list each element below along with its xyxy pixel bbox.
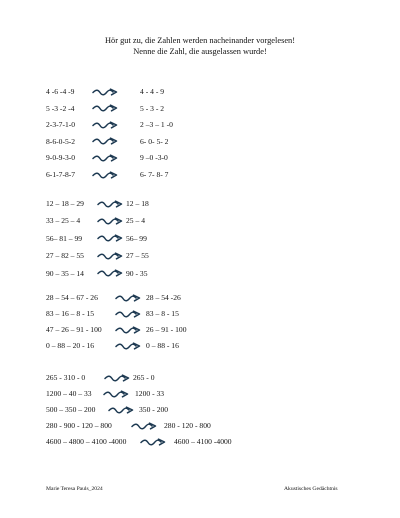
- reduced-sequence: 28 – 54 -26: [146, 293, 181, 302]
- full-sequence: 90 – 35 – 14: [46, 268, 84, 278]
- full-sequence: 56– 81 – 99: [46, 233, 83, 243]
- wavy-arrow-icon: [92, 171, 118, 179]
- reduced-sequence: 56– 99: [126, 233, 147, 243]
- wavy-arrow-icon: [92, 121, 118, 129]
- reduced-sequence: 4600 – 4100 -4000: [174, 437, 232, 446]
- reduced-sequence: 0 – 88 - 16: [146, 341, 179, 350]
- full-sequence: 8-6-0-5-2: [46, 136, 76, 146]
- wavy-arrow-icon: [97, 200, 123, 208]
- full-sequence: 6-1-7-8-7: [46, 170, 76, 179]
- wavy-arrow-icon: [103, 390, 129, 398]
- reduced-sequence: 6- 0- 5- 2: [140, 136, 169, 146]
- reduced-sequence: 26 – 91 - 100: [146, 325, 187, 334]
- wavy-arrow-icon: [97, 217, 123, 225]
- wavy-arrow-icon: [140, 438, 166, 446]
- full-sequence: 28 – 54 – 67 - 26: [46, 293, 98, 302]
- full-sequence: 33 – 25 – 4: [46, 216, 81, 226]
- reduced-sequence: 2 –3 – 1 -0: [140, 120, 173, 130]
- instruction-line-1: Hör gut zu, die Zahlen werden nacheinander vorgelesen!: [104, 36, 296, 45]
- full-sequence: 5 -3 -2 -4: [46, 103, 75, 113]
- full-sequence: 4600 – 4800 – 4100 -4000: [46, 437, 127, 446]
- reduced-sequence: 12 – 18: [126, 199, 149, 208]
- wavy-arrow-icon: [115, 294, 141, 302]
- reduced-sequence: 27 – 55: [126, 251, 149, 261]
- wavy-arrow-icon: [115, 342, 141, 350]
- wavy-arrow-icon: [104, 374, 130, 382]
- reduced-sequence: 6- 7- 8- 7: [140, 170, 169, 179]
- wavy-arrow-icon: [115, 310, 141, 318]
- reduced-sequence: 280 - 120 - 800: [164, 421, 211, 430]
- reduced-sequence: 83 – 8 - 15: [146, 309, 179, 318]
- full-sequence: 500 – 350 – 200: [46, 405, 96, 414]
- reduced-sequence: 350 - 200: [139, 405, 169, 414]
- worksheet-instructions: [0, 36, 400, 57]
- full-sequence: 12 – 18 – 29: [46, 199, 84, 208]
- wavy-arrow-icon: [92, 104, 118, 112]
- wavy-arrow-icon: [97, 252, 123, 260]
- full-sequence: 83 – 16 – 8 - 15: [46, 309, 95, 318]
- full-sequence: 9-0-9-3-0: [46, 153, 76, 163]
- full-sequence: 4 -6 -4 -9: [46, 87, 75, 96]
- wavy-arrow-icon: [115, 326, 141, 334]
- reduced-sequence: 9 –0 -3-0: [140, 153, 168, 163]
- full-sequence: 2-3-7-1-0: [46, 120, 76, 130]
- wavy-arrow-icon: [108, 406, 134, 414]
- full-sequence: 0 – 88 – 20 - 16: [46, 341, 95, 350]
- reduced-sequence: 5 - 3 - 2: [140, 103, 165, 113]
- wavy-arrow-icon: [97, 234, 123, 242]
- instruction-line-2: Nenne die Zahl, die ausgelassen wurde!: [133, 46, 267, 56]
- wavy-arrow-icon: [97, 269, 123, 277]
- full-sequence: 265 - 310 - 0: [46, 373, 86, 382]
- full-sequence: 280 - 900 - 120 – 800: [46, 421, 112, 430]
- full-sequence: 47 – 26 – 91 - 100: [46, 325, 102, 334]
- wavy-arrow-icon: [92, 137, 118, 145]
- footer-topic: Akustisches Gedächtnis: [284, 486, 338, 492]
- reduced-sequence: 1200 - 33: [135, 389, 165, 398]
- reduced-sequence: 265 - 0: [133, 373, 155, 382]
- full-sequence: 1200 – 40 – 33: [46, 389, 92, 398]
- wavy-arrow-icon: [92, 88, 118, 96]
- footer-author: Marie Teresa Pauls_2024: [46, 486, 103, 492]
- reduced-sequence: 90 - 35: [126, 268, 148, 278]
- wavy-arrow-icon: [131, 422, 157, 430]
- reduced-sequence: 25 – 4: [126, 216, 145, 226]
- wavy-arrow-icon: [92, 154, 118, 162]
- reduced-sequence: 4 - 4 - 9: [140, 87, 165, 96]
- full-sequence: 27 – 82 – 55: [46, 251, 84, 261]
